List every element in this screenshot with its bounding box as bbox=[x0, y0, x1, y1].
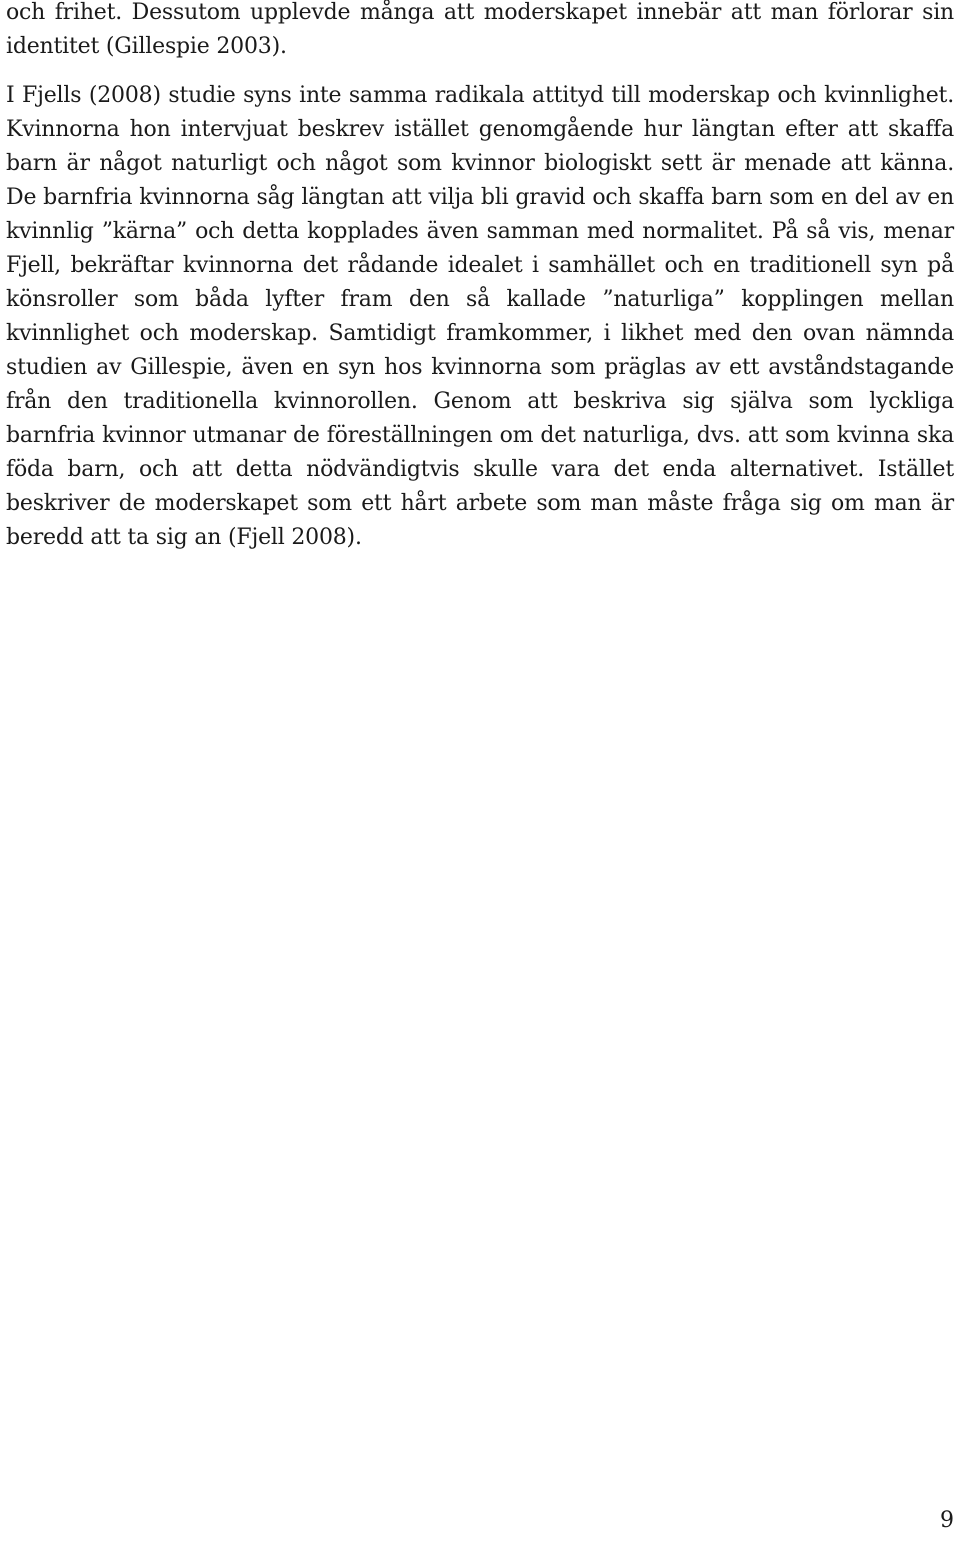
page-number: 9 bbox=[940, 1508, 954, 1533]
paragraph-2: I Fjells (2008) studie syns inte samma radikala attityd till moderskap och kvinnlighet. Kvinnorna hon intervjuat beskrev istället genomgående hur längtan efter att skaffa barn är något naturligt och något som kvinnor biologiskt sett är menade att känna. De barnfria kvinnorna såg längtan att vilja bli gravid och skaffa barn som en del av en kvinnlig ”kärna” och detta kopplades även samman med normalitet. På så vis, menar Fjell, bekräftar kvinnorna det rådande idealet i samhället och en traditionell syn på könsroller som båda lyfter fram den så kallade ”naturliga” kopplingen mellan kvinnlighet och moderskap. Samtidigt framkommer, i likhet med den ovan nämnda studien av Gillespie, även en syn hos kvinnorna som präglas av ett avståndstagande från den traditionella kvinnorollen. Genom att beskriva sig själva som lyckliga barnfria kvinnor utmanar de föreställningen om det naturliga, dvs. att som kvinna ska föda barn, och att detta nödvändigtvis skulle vara det enda alternativet. Istället beskriver de moderskapet som ett hårt arbete som man måste fråga sig om man är beredd att ta sig an (Fjell 2008). bbox=[6, 83, 954, 550]
paragraph-1: och frihet. Dessutom upplevde många att moderskapet innebär att man förlorar sin identitet (Gillespie 2003). bbox=[6, 0, 954, 59]
